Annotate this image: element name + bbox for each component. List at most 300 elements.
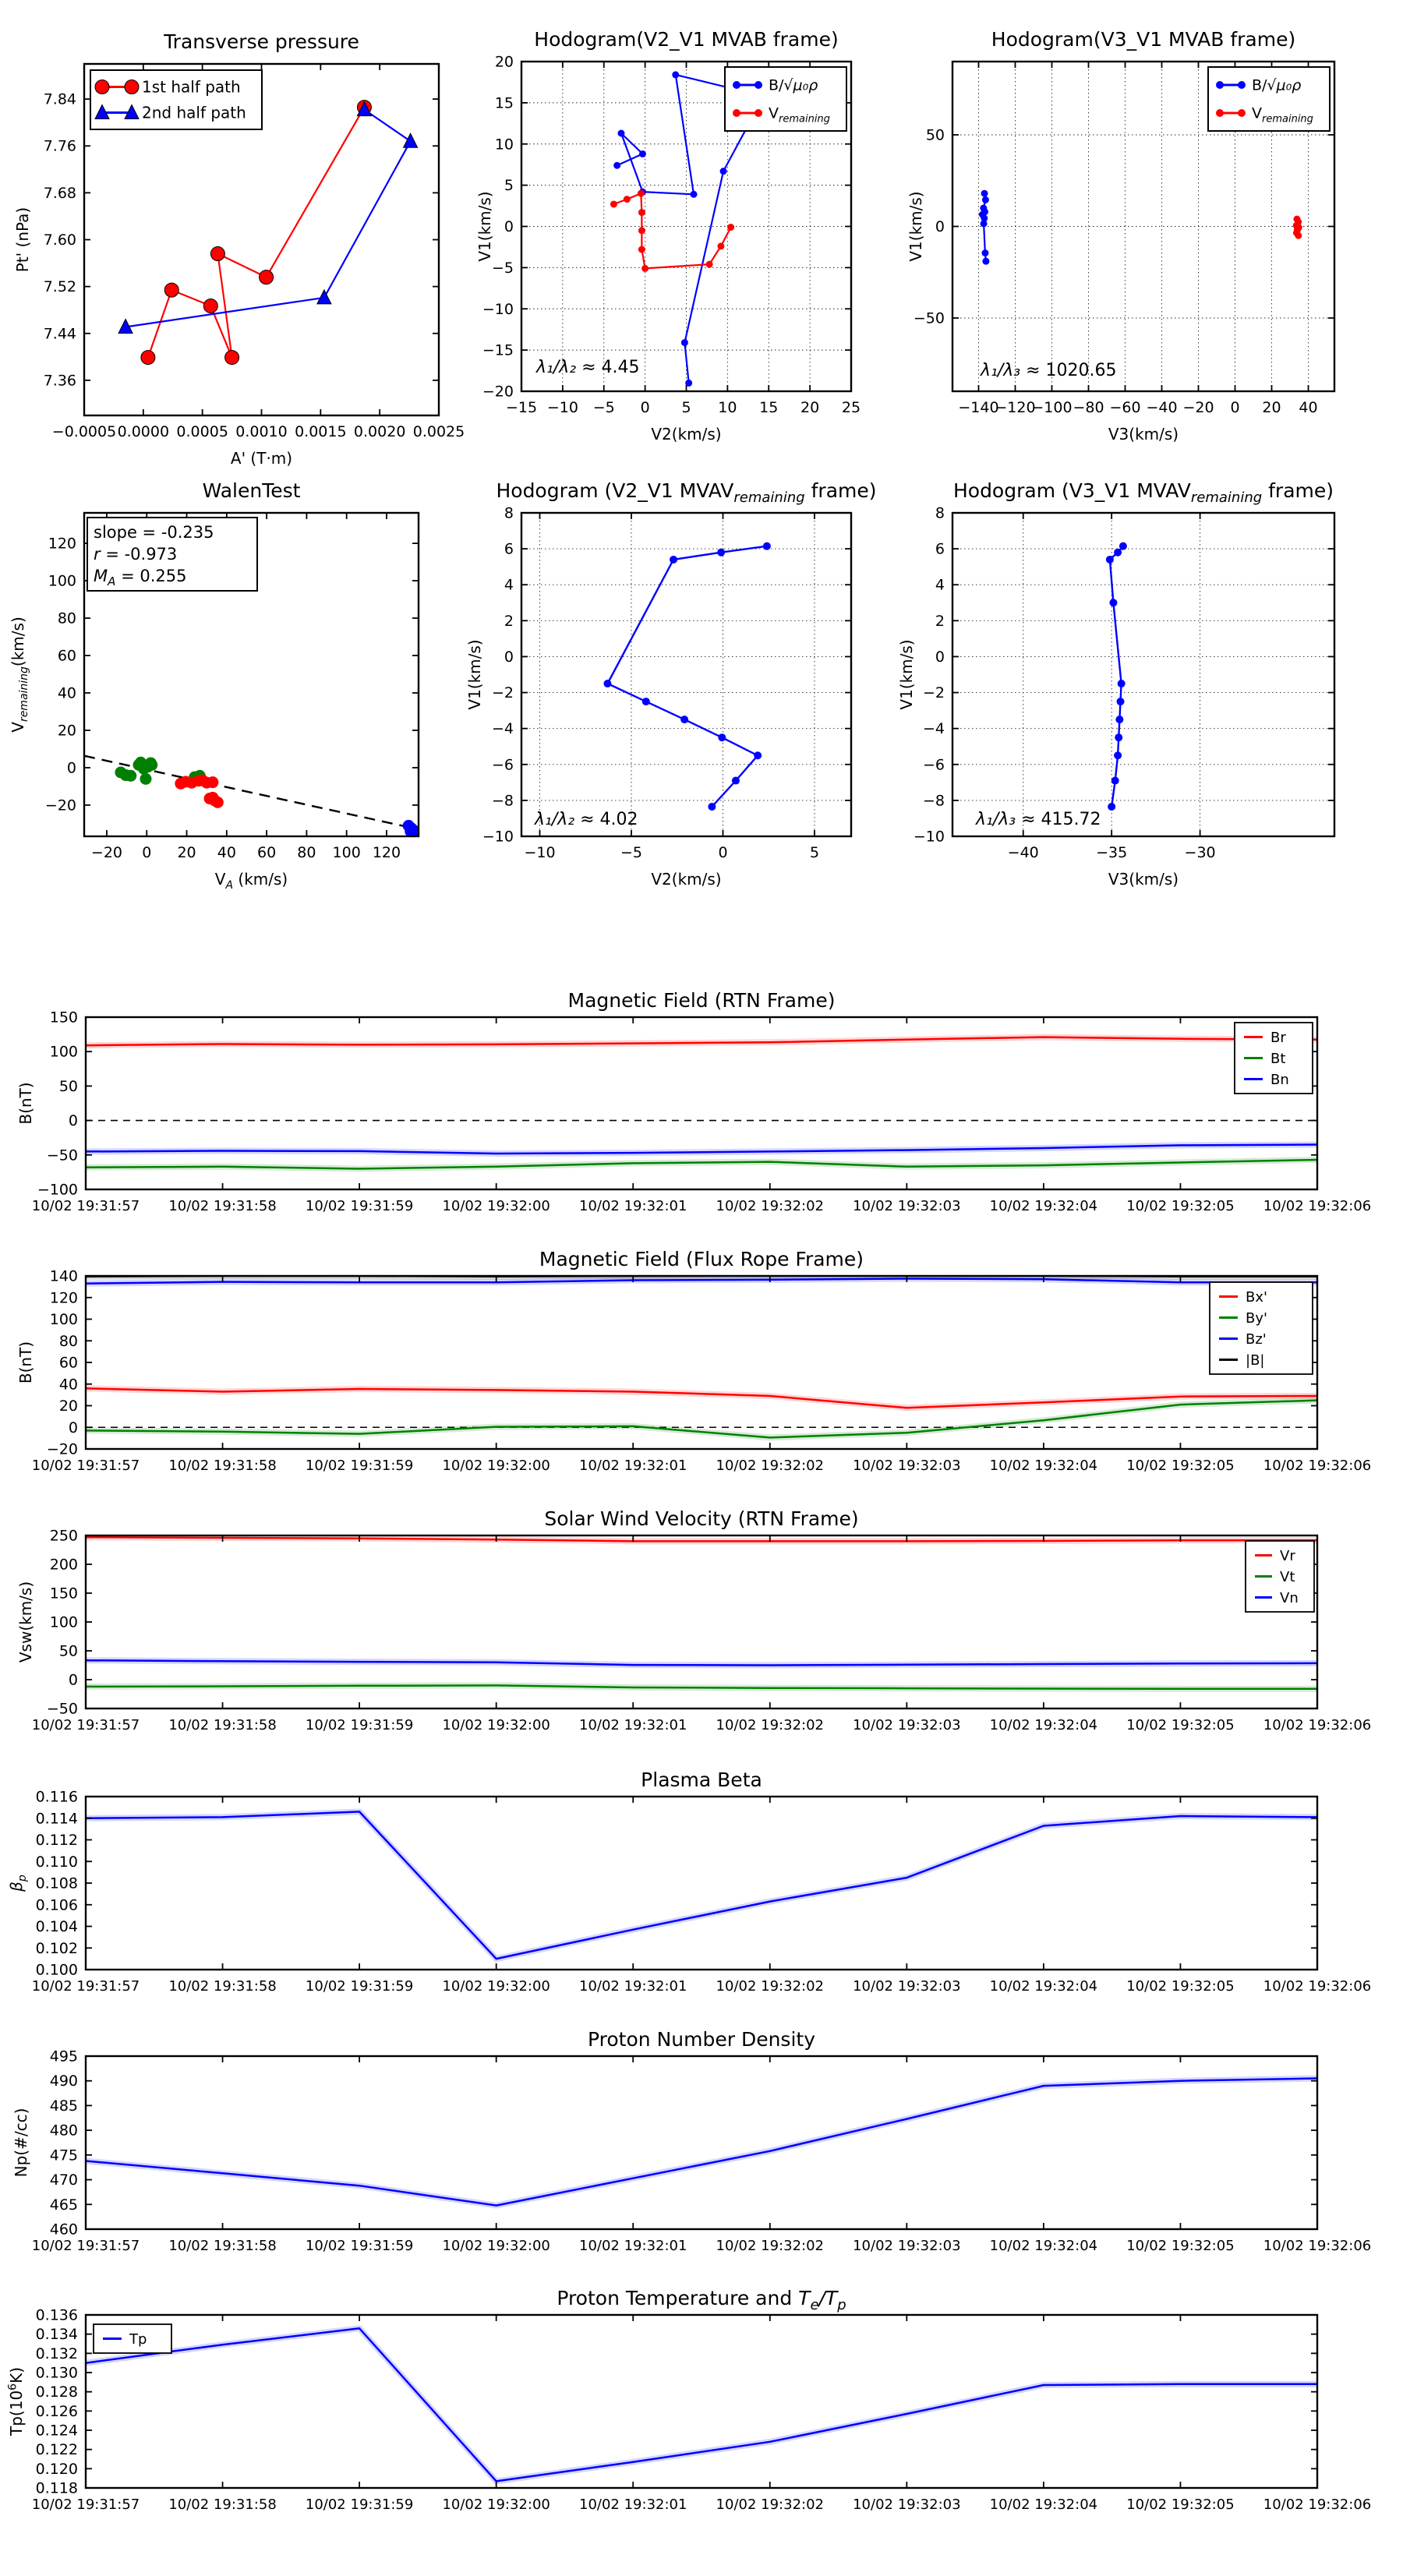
first-half-path-marker: [260, 270, 274, 284]
y-tick-label: 120: [48, 535, 76, 553]
v-hodogram-marker: [754, 751, 762, 759]
x-tick-label: 10/02 19:32:05: [1126, 2238, 1235, 2254]
x-tick-label: 10/02 19:32:06: [1263, 2238, 1372, 2254]
x-tick-label: −15: [505, 399, 538, 416]
v-remaining-line: [613, 193, 730, 268]
y-tick-label: 0: [68, 1419, 78, 1436]
y-tick-label: 5: [504, 177, 514, 195]
legend-marker: [1238, 109, 1246, 117]
walen-green-points-marker: [146, 759, 157, 771]
chart-title: WalenTest: [202, 479, 301, 502]
x-tick-label: 10/02 19:32:02: [716, 1978, 824, 1995]
chart-title: Hodogram(V3_V1 MVAB frame): [991, 28, 1296, 51]
x-tick-label: 0.0020: [353, 423, 406, 440]
x-tick-label: −80: [1073, 399, 1104, 416]
y-tick-label: 120: [49, 1289, 78, 1307]
y-axis-label: B(nT): [16, 1341, 35, 1384]
x-tick-label: 10/02 19:32:06: [1263, 1717, 1372, 1733]
chart-title: Hodogram (V2_V1 $MVAV_{remaining}$ frame): [496, 479, 877, 506]
legend-marker: [1238, 81, 1246, 89]
x-tick-label: 80: [297, 844, 316, 861]
x-tick-label: 10/02 19:32:05: [1126, 1717, 1235, 1733]
y-tick-label: 2: [504, 612, 514, 630]
y-axis-label: V1(km/s): [465, 639, 484, 710]
v-hodogram-marker: [680, 716, 688, 723]
chart-magnetic-field-rtn: [16, 989, 1371, 1214]
x-tick-label: 10/02 19:31:58: [168, 2496, 277, 2513]
y-tick-label: 0: [935, 648, 945, 666]
x-tick-label: 10/02 19:32:02: [716, 1717, 824, 1733]
legend-label: Tp: [129, 2330, 147, 2348]
y-tick-label: 6: [504, 540, 514, 558]
chart-walen-test: [9, 479, 419, 892]
x-tick-label: 10/02 19:32:00: [442, 1717, 550, 1733]
y-axis-label: Vsw(km/s): [16, 1581, 35, 1663]
x-tick-label: 15: [759, 399, 779, 416]
x-tick-label: 10/02 19:32:03: [853, 1198, 961, 1214]
v-remaining-marker: [638, 190, 645, 197]
x-tick-label: 20: [1262, 399, 1281, 416]
y-tick-label: 0.100: [35, 1961, 78, 1979]
y-tick-label: −2: [922, 684, 945, 702]
x-tick-label: 10/02 19:31:58: [168, 1458, 277, 1474]
y-tick-label: 4: [504, 576, 514, 594]
b-over-sqrt-mu0rho-marker: [672, 71, 679, 78]
y-tick-label: 8: [935, 504, 945, 522]
x-tick-label: 10/02 19:32:05: [1126, 2496, 1235, 2513]
y-tick-label: 0.130: [35, 2364, 78, 2382]
v-hodogram-marker: [1108, 803, 1115, 811]
beta-p-halo: [86, 1811, 1317, 1959]
x-tick-label: 0.0025: [412, 423, 465, 440]
x-tick-label: 10/02 19:32:01: [579, 1717, 687, 1733]
chart-solar-wind-velocity-rtn: [16, 1507, 1371, 1733]
x-tick-label: 10/02 19:32:02: [716, 2238, 824, 2254]
y-tick-label: 0.128: [35, 2383, 78, 2401]
y-tick-label: 0.132: [35, 2345, 78, 2362]
x-tick-label: −10: [546, 399, 578, 416]
x-tick-label: −20: [90, 844, 123, 861]
v-hodogram-marker: [708, 803, 716, 811]
x-tick-label: −40: [1007, 844, 1039, 861]
y-tick-label: 480: [49, 2122, 78, 2140]
np-halo: [86, 2079, 1317, 2206]
b-over-sqrt-mu0rho-marker: [720, 168, 727, 175]
x-tick-label: −40: [1146, 399, 1178, 416]
x-tick-label: 10/02 19:32:00: [442, 1198, 550, 1214]
annotation: λ₁/λ₃ ≈ 415.72: [976, 810, 1101, 829]
x-tick-label: 10/02 19:31:59: [305, 1717, 414, 1733]
y-tick-label: −50: [913, 309, 945, 327]
y-tick-label: −50: [46, 1147, 78, 1164]
x-tick-label: 0.0005: [176, 423, 228, 440]
y-tick-label: 0.120: [35, 2460, 78, 2478]
y-tick-label: 0.104: [35, 1918, 78, 1935]
y-tick-label: 40: [57, 684, 76, 702]
x-axis-label: V3(km/s): [1108, 870, 1179, 889]
y-tick-label: −8: [491, 792, 514, 810]
x-tick-label: 10/02 19:31:57: [31, 1717, 140, 1733]
chart-magnetic-field-flux-rope: [16, 1248, 1371, 1474]
y-tick-label: 0.110: [35, 1853, 78, 1871]
v-hodogram-marker: [717, 549, 725, 557]
x-tick-label: −100: [1031, 399, 1073, 416]
b-over-sqrt-mu0rho-marker: [617, 130, 624, 137]
x-tick-label: 10/02 19:32:02: [716, 2496, 824, 2513]
y-tick-label: 485: [49, 2097, 78, 2115]
chart-title: Hodogram(V2_V1 MVAB frame): [534, 28, 839, 51]
y-axis-label: Np(#/cc): [12, 2108, 30, 2178]
y-tick-label: 150: [49, 1585, 78, 1602]
x-tick-label: −35: [1096, 844, 1128, 861]
y-tick-label: 0.126: [35, 2402, 78, 2420]
x-tick-label: 25: [841, 399, 861, 416]
first-half-path-line: [148, 108, 365, 358]
first-half-path-marker: [141, 351, 155, 365]
y-tick-label: 150: [49, 1009, 78, 1027]
v-remaining-marker: [641, 265, 648, 272]
chart-hodogram-v2v1-mvav: [465, 479, 877, 889]
chart-title: Proton Number Density: [588, 2028, 815, 2051]
chart-proton-temperature: [6, 2287, 1371, 2513]
x-tick-label: 10/02 19:31:57: [31, 1978, 140, 1995]
x-tick-label: 5: [681, 399, 691, 416]
x-tick-label: 10: [718, 399, 737, 416]
y-tick-label: 10: [494, 136, 514, 154]
x-tick-label: 10/02 19:32:05: [1126, 1458, 1235, 1474]
x-tick-label: 10/02 19:31:58: [168, 1717, 277, 1733]
y-tick-label: −20: [482, 383, 514, 401]
y-tick-label: 20: [494, 53, 514, 71]
x-tick-label: 10/02 19:32:01: [579, 1458, 687, 1474]
legend-label: Bn: [1270, 1071, 1289, 1088]
x-tick-label: 10/02 19:32:03: [853, 1978, 961, 1995]
legend-label: Vn: [1280, 1589, 1299, 1606]
stats-line: slope = -0.235: [94, 523, 214, 542]
x-tick-label: 10/02 19:32:06: [1263, 1978, 1372, 1995]
y-tick-label: 7.36: [43, 372, 76, 390]
y-tick-label: 140: [49, 1267, 78, 1285]
x-tick-label: 10/02 19:32:01: [579, 1198, 687, 1214]
y-tick-label: −2: [491, 684, 514, 702]
x-tick-label: 0: [640, 399, 650, 416]
v-remaining-marker: [727, 224, 734, 231]
x-tick-label: 10/02 19:32:04: [989, 2238, 1098, 2254]
axes-frame: [86, 1276, 1317, 1449]
x-tick-label: 10/02 19:32:04: [989, 1198, 1098, 1214]
v-hodogram-marker: [603, 680, 611, 687]
x-tick-label: 20: [800, 399, 820, 416]
y-tick-label: 7.68: [43, 184, 76, 202]
x-tick-label: −10: [524, 844, 556, 861]
y-tick-label: 2: [935, 612, 945, 630]
y-tick-label: 0: [68, 1112, 78, 1130]
x-axis-label: A' (T·m): [230, 449, 293, 468]
x-axis-label: $V_A$ (km/s): [214, 870, 288, 892]
legend-marker: [1216, 81, 1224, 89]
axes-frame: [952, 513, 1334, 836]
chart-hodogram-v3v1-mvav: [897, 479, 1334, 889]
v-hodogram-marker: [1115, 733, 1122, 741]
v-hodogram-marker: [1111, 777, 1119, 785]
legend-marker: [95, 80, 109, 94]
v-remaining-marker: [1295, 232, 1302, 239]
y-tick-label: 465: [49, 2196, 78, 2214]
v-hodogram-marker: [718, 733, 726, 741]
x-tick-label: 10/02 19:32:01: [579, 2238, 687, 2254]
y-tick-label: −4: [922, 720, 945, 738]
x-tick-label: 10/02 19:32:01: [579, 2496, 687, 2513]
y-axis-label: $V_{remaining}(km/s)$: [9, 617, 30, 733]
y-tick-label: 0: [68, 1671, 78, 1689]
b-over-sqrt-mu0rho-marker: [982, 196, 989, 203]
y-tick-label: 7.44: [43, 325, 76, 343]
y-tick-label: −20: [44, 797, 76, 814]
by-prime-line: [86, 1401, 1317, 1438]
b-over-sqrt-mu0rho-marker: [681, 339, 688, 346]
y-tick-label: 15: [494, 94, 514, 112]
y-tick-label: 100: [49, 1043, 78, 1061]
walen-red-points-marker: [207, 776, 218, 788]
v-remaining-marker: [717, 242, 724, 249]
v-hodogram-marker: [1117, 698, 1125, 705]
x-axis-label: V2(km/s): [651, 425, 722, 443]
legend-marker: [733, 81, 740, 89]
legend-marker: [755, 81, 762, 89]
x-tick-label: 10/02 19:32:06: [1263, 2496, 1372, 2513]
v-hodogram-marker: [1115, 716, 1123, 723]
y-tick-label: −4: [491, 720, 514, 738]
legend-label: |B|: [1246, 1352, 1265, 1369]
y-axis-label: V1(km/s): [906, 191, 925, 262]
v-remaining-marker: [638, 246, 645, 253]
v-remaining-marker: [638, 209, 645, 216]
y-tick-label: 470: [49, 2171, 78, 2189]
legend-label: Vr: [1280, 1547, 1295, 1564]
legend-label: $V_{remaining}$: [769, 104, 830, 125]
y-tick-label: 7.76: [43, 137, 76, 155]
y-tick-label: 460: [49, 2221, 78, 2239]
x-tick-label: 10/02 19:32:05: [1126, 1198, 1235, 1214]
chart-title: Transverse pressure: [164, 30, 359, 53]
x-tick-label: 10/02 19:32:06: [1263, 1198, 1372, 1214]
y-tick-label: 0: [504, 218, 514, 235]
y-tick-label: 20: [57, 722, 76, 740]
v-remaining-marker: [610, 200, 617, 207]
x-tick-label: −30: [1184, 844, 1216, 861]
y-tick-label: 475: [49, 2147, 78, 2164]
x-tick-label: 10/02 19:31:58: [168, 2238, 277, 2254]
x-tick-label: 10/02 19:31:59: [305, 2238, 414, 2254]
x-axis-label: V2(km/s): [651, 870, 722, 889]
x-tick-label: 10/02 19:31:59: [305, 1458, 414, 1474]
y-tick-label: 0.108: [35, 1875, 78, 1892]
legend-label: Vt: [1280, 1568, 1295, 1585]
x-tick-label: 0.0000: [117, 423, 170, 440]
x-tick-label: 0.0010: [235, 423, 288, 440]
legend-marker: [1216, 109, 1224, 117]
legend-label: B/√μ₀ρ: [1252, 76, 1302, 94]
x-tick-label: 10/02 19:32:00: [442, 2496, 550, 2513]
y-tick-label: −100: [37, 1181, 78, 1199]
x-tick-label: 10/02 19:32:02: [716, 1198, 824, 1214]
y-tick-label: 0.112: [35, 1832, 78, 1849]
y-tick-label: 0.124: [35, 2422, 78, 2440]
y-tick-label: −10: [482, 300, 514, 318]
v-hodogram-marker: [642, 698, 650, 705]
x-tick-label: 10/02 19:31:57: [31, 1458, 140, 1474]
chart-hodogram-v3v1-mvab: [906, 28, 1334, 443]
x-tick-label: 10/02 19:32:04: [989, 2496, 1098, 2513]
y-tick-label: −6: [922, 756, 945, 774]
y-tick-label: −50: [46, 1700, 78, 1718]
y-tick-label: −10: [913, 828, 945, 846]
legend-label: Bt: [1270, 1050, 1286, 1067]
y-tick-label: 100: [49, 1311, 78, 1328]
walen-green-points-marker: [125, 770, 136, 782]
x-tick-label: −20: [1182, 399, 1214, 416]
legend-label: Br: [1270, 1029, 1286, 1046]
y-tick-label: 60: [58, 1354, 78, 1372]
axes-frame: [521, 513, 851, 836]
x-tick-label: 10/02 19:32:00: [442, 1458, 550, 1474]
y-tick-label: 4: [935, 576, 945, 594]
y-tick-label: −10: [482, 828, 514, 846]
y-tick-label: 50: [58, 1642, 78, 1660]
b-over-sqrt-mu0rho-marker: [982, 258, 989, 265]
x-tick-label: 10/02 19:32:04: [989, 1978, 1098, 1995]
second-half-path-marker: [404, 133, 418, 147]
v-hodogram-marker: [1118, 680, 1126, 687]
y-tick-label: 0.116: [35, 1788, 78, 1806]
beta-p-line: [86, 1811, 1317, 1959]
x-tick-label: 10/02 19:32:03: [853, 1458, 961, 1474]
x-tick-label: −140: [958, 399, 999, 416]
y-tick-label: 20: [58, 1398, 78, 1415]
chart-title: Plasma Beta: [641, 1769, 762, 1791]
y-tick-label: 8: [504, 504, 514, 522]
y-axis-label: V1(km/s): [897, 639, 916, 710]
x-tick-label: 10/02 19:31:59: [305, 2496, 414, 2513]
x-tick-label: 20: [177, 844, 196, 861]
tp-line: [86, 2328, 1317, 2481]
x-tick-label: 10/02 19:32:05: [1126, 1978, 1235, 1995]
x-tick-label: 10/02 19:31:57: [31, 1198, 140, 1214]
x-tick-label: 10/02 19:31:59: [305, 1198, 414, 1214]
x-tick-label: 10/02 19:31:58: [168, 1978, 277, 1995]
legend-label: Bx': [1246, 1288, 1267, 1306]
chart-hodogram-v2v1-mvab: [475, 28, 861, 443]
v-hodogram-marker: [670, 556, 677, 564]
annotation: λ₁/λ₂ ≈ 4.45: [536, 358, 640, 377]
y-tick-label: −8: [922, 792, 945, 810]
first-half-path-marker: [203, 299, 217, 313]
y-axis-label: Pt' (nPa): [13, 207, 32, 273]
v-hodogram-marker: [1119, 542, 1127, 550]
b-over-sqrt-mu0rho-marker: [691, 191, 698, 198]
b-over-sqrt-mu0rho-marker: [639, 150, 646, 157]
v-hodogram-marker: [1114, 751, 1122, 759]
stats-line: $M_A = 0.255$: [94, 567, 187, 588]
x-tick-label: 10/02 19:32:04: [989, 1717, 1098, 1733]
y-tick-label: 0.118: [35, 2479, 78, 2497]
legend-label: B/√μ₀ρ: [769, 76, 818, 94]
legend-label: Bz': [1246, 1330, 1267, 1348]
first-half-path-marker: [225, 351, 239, 365]
x-tick-label: 10/02 19:32:01: [579, 1978, 687, 1995]
v-hodogram-marker: [1114, 549, 1122, 557]
x-tick-label: 60: [257, 844, 277, 861]
y-tick-label: 40: [58, 1376, 78, 1394]
y-tick-label: −20: [46, 1440, 78, 1458]
y-axis-label: $Tp(10^6K)$: [6, 2366, 26, 2436]
v-remaining-marker: [624, 196, 631, 203]
x-tick-label: 10/02 19:31:59: [305, 1978, 414, 1995]
x-tick-label: 5: [809, 844, 820, 861]
y-tick-label: 0: [504, 648, 514, 666]
chart-title: Magnetic Field (Flux Rope Frame): [539, 1248, 864, 1270]
chart-plasma-beta: [7, 1769, 1371, 1995]
walen-green-points-marker: [140, 773, 151, 785]
b-over-sqrt-mu0rho-marker: [981, 190, 988, 197]
y-tick-label: 250: [49, 1527, 78, 1545]
y-tick-label: 0: [66, 759, 76, 777]
y-tick-label: 0.122: [35, 2441, 78, 2459]
v-remaining-marker: [706, 261, 713, 268]
x-tick-label: −120: [995, 399, 1036, 416]
stats-line: r = -0.973: [94, 545, 178, 564]
x-tick-label: 10/02 19:31:58: [168, 1198, 277, 1214]
b-over-sqrt-mu0rho-marker: [613, 162, 620, 169]
y-tick-label: 60: [57, 647, 76, 665]
v-hodogram-marker: [1106, 556, 1114, 564]
legend-label: $V_{remaining}$: [1252, 104, 1313, 125]
chart-title: Proton Temperature and $T_e/T_p$: [557, 2287, 846, 2313]
legend-marker: [733, 109, 740, 117]
x-tick-label: 10/02 19:32:06: [1263, 1458, 1372, 1474]
annotation: λ₁/λ₃ ≈ 1020.65: [981, 361, 1117, 380]
x-tick-label: 40: [1299, 399, 1318, 416]
x-tick-label: −60: [1109, 399, 1141, 416]
y-tick-label: 7.84: [43, 90, 76, 108]
chart-title: Solar Wind Velocity (RTN Frame): [544, 1507, 859, 1530]
tp-halo: [86, 2328, 1317, 2481]
x-tick-label: 0.0015: [295, 423, 347, 440]
x-tick-label: 120: [372, 844, 401, 861]
chart-transverse-pressure: [13, 30, 465, 468]
v-hodogram-line: [608, 546, 767, 807]
v-hodogram-marker: [1109, 599, 1117, 606]
y-axis-label: V1(km/s): [475, 191, 494, 262]
x-tick-label: 10/02 19:32:03: [853, 1717, 961, 1733]
y-tick-label: 80: [57, 610, 76, 627]
y-tick-label: 490: [49, 2072, 78, 2090]
b-over-sqrt-mu0rho-marker: [981, 220, 988, 227]
x-tick-label: 10/02 19:32:02: [716, 1458, 824, 1474]
x-tick-label: 10/02 19:32:04: [989, 1458, 1098, 1474]
x-tick-label: 10/02 19:31:57: [31, 2496, 140, 2513]
v-remaining-marker: [638, 227, 645, 234]
x-tick-label: 100: [332, 844, 361, 861]
y-tick-label: 50: [58, 1077, 78, 1095]
chart-proton-number-density: [12, 2028, 1371, 2254]
x-tick-label: −5: [592, 399, 615, 416]
y-axis-label: B(nT): [16, 1082, 35, 1125]
y-tick-label: 100: [48, 572, 76, 590]
walen-red-points-marker: [212, 797, 224, 808]
y-tick-label: 0.134: [35, 2326, 78, 2344]
x-tick-label: 10/02 19:32:00: [442, 1978, 550, 1995]
